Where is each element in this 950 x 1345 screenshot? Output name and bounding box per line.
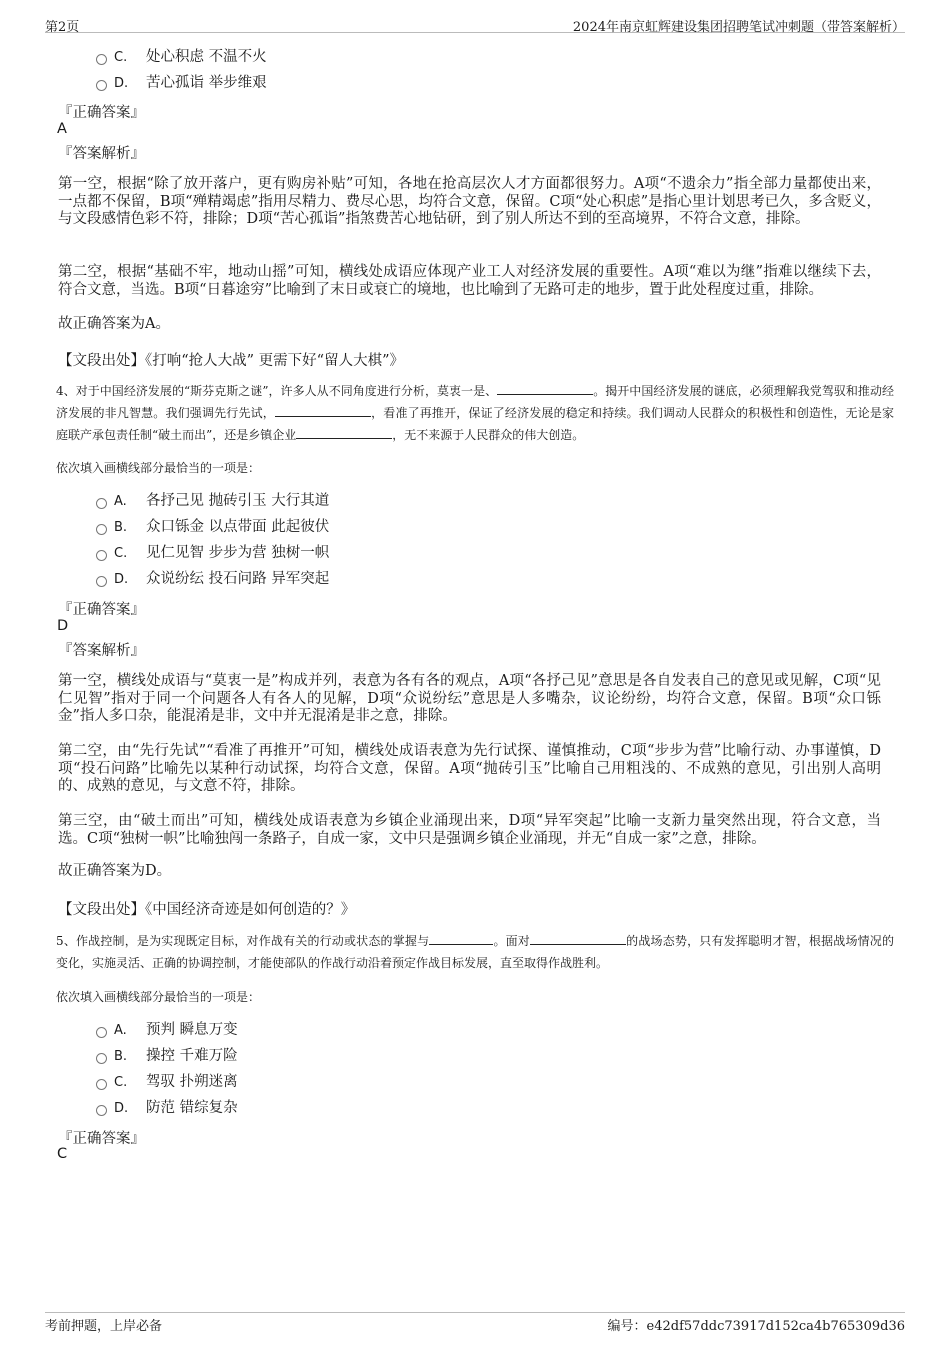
option-d[interactable]: D. 防范 错综复杂 bbox=[96, 1098, 238, 1118]
radio-icon[interactable] bbox=[96, 54, 107, 65]
option-a[interactable]: A. 各抒己见 抛砖引玉 大行其道 bbox=[96, 491, 329, 511]
radio-icon[interactable] bbox=[96, 498, 107, 509]
question-5-text: 5、作战控制，是为实现既定目标，对作战有关的行动或状态的掌握与 。面对 的战场态势，只有发挥聪明才智，根据战场情况的变化，实施灵活、正确的协调控制，才能使部队的作战行动沿着预定作战目标发展，直至取得作战胜利。 bbox=[56, 934, 894, 970]
option-d[interactable]: D. 众说纷纭 投石问路 异军突起 bbox=[96, 569, 329, 589]
blank-line bbox=[275, 404, 371, 417]
question-instruction: 依次填入画横线部分最恰当的一项是： bbox=[56, 461, 261, 475]
option-b[interactable]: B. 操控 千难万险 bbox=[96, 1046, 238, 1066]
answer-value: C bbox=[57, 1146, 68, 1162]
option-b[interactable]: B. 众口铄金 以点带面 此起彼伏 bbox=[96, 517, 329, 537]
blank-line bbox=[497, 382, 593, 395]
page-header bbox=[45, 0, 905, 33]
question-instruction: 依次填入画横线部分最恰当的一项是： bbox=[56, 990, 261, 1004]
analysis-paragraph: 第一空，根据“除了放开落户，更有购房补贴”可知，各地在抢高层次人才方面都很努力。A项“不遗余力”指全部力量都使出来，一点都不保留，B项“殚精竭虑”指用尽精力、费尽心思，均符合文意，保留。C项“处心积虑”是指心里计划思考已久，多含贬义，与文段感情色彩不符，排除；D项“苦心孤诣”指煞费苦心地钻研，到了别人所达不到的至高境界，不符合文意，排除。 bbox=[58, 176, 881, 227]
page-footer bbox=[45, 1312, 905, 1343]
option-d[interactable]: D. 苦心孤诣 举步维艰 bbox=[96, 73, 267, 93]
source-citation: 【文段出处】《打响“抢人大战” 更需下好“留人大棋”》 bbox=[58, 353, 405, 369]
question-4-text: 4、对于中国经济发展的“斯芬克斯之谜”，许多人从不同角度进行分析，莫衷一是、 。揭开中国经济发展的谜底，必须理解我党驾驭和推动经济发展的非凡智慧。我们强调先行先试， ，看准了再推开，保证了经济发展的稳定和持续。我们调动人民群众的积极性和创造性，无论是家庭联产承包责任制“破土而出”，还是乡镇企业 ，无不来源于人民群众的伟大创造。 bbox=[56, 384, 894, 442]
radio-icon[interactable] bbox=[96, 576, 107, 587]
option-a[interactable]: A. 预判 瞬息万变 bbox=[96, 1020, 238, 1040]
option-c[interactable]: C. 见仁见智 步步为营 独树一帜 bbox=[96, 543, 329, 563]
analysis-label: 『答案解析』 bbox=[58, 643, 145, 659]
analysis-label: 『答案解析』 bbox=[58, 146, 145, 162]
blank-line bbox=[530, 932, 626, 945]
source-citation: 【文段出处】《中国经济奇迹是如何创造的？》 bbox=[58, 902, 356, 918]
document-title: 2024年南京虹辉建设集团招聘笔试冲刺题（带答案解析） bbox=[572, 20, 905, 35]
radio-icon[interactable] bbox=[96, 1027, 107, 1038]
answer-label: 『正确答案』 bbox=[58, 602, 145, 618]
radio-icon[interactable] bbox=[96, 1079, 107, 1090]
option-c[interactable]: C. 驾驭 扑朔迷离 bbox=[96, 1072, 238, 1092]
answer-value: A bbox=[57, 121, 67, 137]
answer-label: 『正确答案』 bbox=[58, 1131, 145, 1147]
analysis-paragraph: 第二空，根据“基础不牢，地动山摇”可知，横线处成语应体现产业工人对经济发展的重要性。A项“难以为继”指难以继续下去，符合文意，当选。B项“日暮途穷”比喻到了末日或衰亡的境地，也比喻到了无路可走的地步，置于此处程度过重，排除。 bbox=[58, 264, 881, 298]
radio-icon[interactable] bbox=[96, 1105, 107, 1116]
blank-line bbox=[296, 426, 392, 439]
analysis-paragraph: 第二空，由“先行先试”“看准了再推开”可知，横线处成语表意为先行试探、谨慎推动，C项“步步为营”比喻行动、办事谨慎，D项“投石问路”比喻先以某种行动试探，均符合文意，保留。A项“抛砖引玉”比喻自己用粗浅的、不成熟的意见，引出别人高明的、成熟的意见，与文意不符，排除。 bbox=[58, 743, 881, 794]
analysis-paragraph: 第三空，由“破土而出”可知，横线处成语表意为乡镇企业涌现出来，D项“异军突起”比喻一支新力量突然出现，符合文意，当选。C项“独树一帜”比喻独闯一条路子，自成一家，文中只是强调乡镇企业涌现，并无“自成一家”之意，排除。 bbox=[58, 813, 881, 847]
option-c[interactable]: C. 处心积虑 不温不火 bbox=[96, 47, 267, 67]
answer-label: 『正确答案』 bbox=[58, 105, 145, 121]
radio-icon[interactable] bbox=[96, 80, 107, 91]
document-id: 编号：e42df57ddc73917d152ca4b765309d36 bbox=[607, 1319, 905, 1334]
analysis-conclusion: 故正确答案为A。 bbox=[58, 316, 170, 332]
answer-value: D bbox=[57, 618, 69, 634]
page-number: 第2页 bbox=[45, 20, 80, 35]
analysis-paragraph: 第一空，横线处成语与“莫衷一是”构成并列，表意为各有各的观点，A项“各抒己见”意思是各自发表自己的意见或见解，C项“见仁见智”指对于同一个问题各人有各人的见解，D项“众说纷纭”意思是人多嘴杂，议论纷纷，均符合文意，保留。B项“众口铄金”指人多口杂，能混淆是非，文中并无混淆是非之意，排除。 bbox=[58, 673, 881, 724]
radio-icon[interactable] bbox=[96, 524, 107, 535]
radio-icon[interactable] bbox=[96, 550, 107, 561]
blank-line bbox=[429, 932, 493, 945]
footer-slogan: 考前押题，上岸必备 bbox=[45, 1319, 163, 1334]
radio-icon[interactable] bbox=[96, 1053, 107, 1064]
analysis-conclusion: 故正确答案为D。 bbox=[58, 863, 172, 879]
